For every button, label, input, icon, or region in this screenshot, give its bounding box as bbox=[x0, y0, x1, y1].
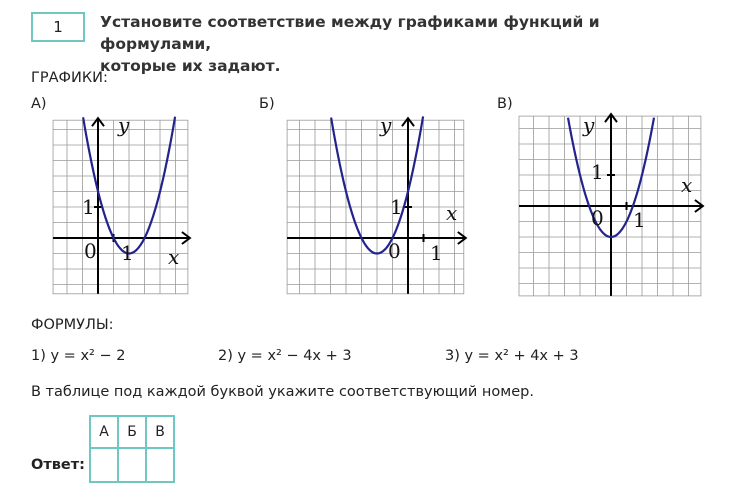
graph-b bbox=[282, 110, 472, 300]
origin-label: 0 bbox=[388, 239, 401, 263]
answer-label: Ответ: bbox=[31, 457, 85, 473]
x-unit-label: 1 bbox=[430, 241, 443, 265]
y-axis-label: y bbox=[583, 113, 595, 137]
answer-header-c: В bbox=[146, 416, 174, 448]
origin-label: 0 bbox=[591, 206, 604, 230]
graph-b-letter: Б) bbox=[259, 96, 275, 112]
instruction-text: В таблице под каждой буквой укажите соответствующий номер. bbox=[31, 384, 534, 400]
formula-3: 3) y = x² + 4x + 3 bbox=[445, 348, 579, 364]
y-unit-label: 1 bbox=[82, 195, 95, 219]
answer-cell-c[interactable] bbox=[146, 448, 174, 482]
task-number-box bbox=[31, 12, 85, 42]
formula-1: 1) y = x² − 2 bbox=[31, 348, 126, 364]
answer-header-a: А bbox=[90, 416, 118, 448]
y-axis-label: y bbox=[118, 113, 130, 137]
y-unit-label: 1 bbox=[390, 195, 403, 219]
y-axis-label: y bbox=[380, 113, 392, 137]
task-number: 1 bbox=[53, 18, 63, 36]
graphs-heading: ГРАФИКИ: bbox=[31, 70, 108, 86]
x-axis-label: x bbox=[168, 245, 180, 269]
task-title-line-2: которые их задают. bbox=[100, 57, 281, 75]
formula-2: 2) y = x² − 4x + 3 bbox=[218, 348, 352, 364]
x-unit-label: 1 bbox=[121, 241, 134, 265]
y-unit-label: 1 bbox=[591, 160, 604, 184]
answer-cell-a[interactable] bbox=[90, 448, 118, 482]
answer-cell-b[interactable] bbox=[118, 448, 146, 482]
task-title bbox=[100, 11, 700, 77]
graph-a bbox=[50, 110, 240, 300]
graph-c bbox=[517, 110, 707, 300]
answer-header-b: Б bbox=[118, 416, 146, 448]
task-title-line-1: Установите соответствие между графиками функций и формулами, bbox=[100, 13, 600, 53]
x-axis-label: x bbox=[446, 201, 458, 225]
graph-c-letter: В) bbox=[497, 96, 513, 112]
origin-label: 0 bbox=[84, 239, 97, 263]
formulas-heading: ФОРМУЛЫ: bbox=[31, 317, 114, 333]
graph-a-letter: А) bbox=[31, 96, 47, 112]
x-axis-label: x bbox=[681, 173, 693, 197]
x-unit-label: 1 bbox=[633, 208, 646, 232]
answer-table bbox=[89, 415, 175, 483]
